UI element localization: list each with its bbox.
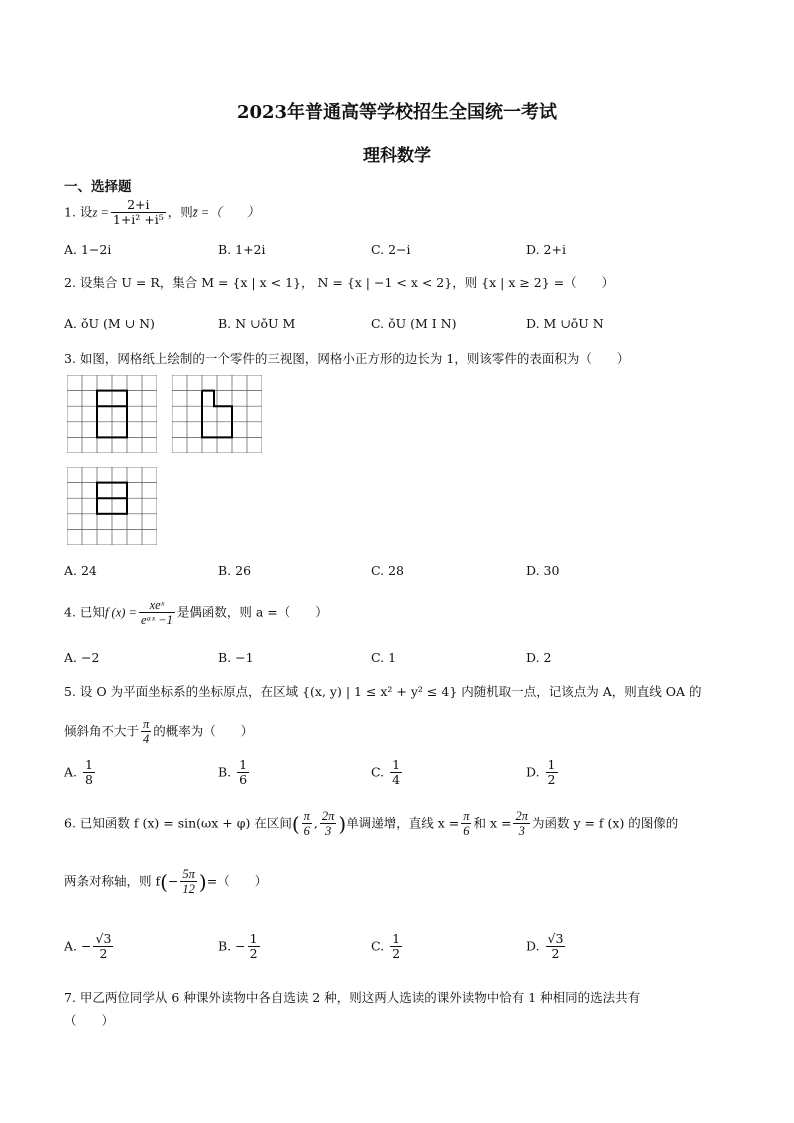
math-fx: f (x) =	[104, 605, 137, 620]
question-text: 已知	[79, 604, 105, 620]
fraction-denominator: 2	[551, 946, 560, 962]
question-text: 设集合 U = R，集合 M = {x | x < 1}， N = {x | −1 < x < 2}，则 {x | x ≥ 2} =（ ）	[79, 275, 615, 290]
paper-title: 2023年普通高等学校招生全国统一考试	[236, 102, 558, 123]
option-d: D. 2	[526, 650, 552, 665]
fraction-denominator: 3	[325, 824, 332, 839]
side-view-figure	[172, 375, 262, 453]
option-a: A. ǒU (M ∪ N)	[64, 316, 155, 331]
fraction-denominator: 1+i² +i⁵	[112, 212, 164, 228]
fraction	[513, 809, 530, 839]
question-number: 1.	[64, 204, 76, 220]
option-b	[218, 932, 262, 962]
fraction	[139, 598, 175, 628]
question-7-line-2: （ ）	[64, 1013, 115, 1028]
question-text: 单调递增，直线 x =	[346, 815, 460, 831]
question-5-line-2	[64, 717, 253, 747]
paren-close: )	[198, 869, 207, 894]
question-text: ，则	[167, 204, 193, 220]
question-text: 为函数 y = f (x) 的图像的	[531, 815, 679, 831]
question-6-line-2: 两条对称轴，则 f(− $\frac{5\pi}{12}$ )=（ ）	[64, 867, 268, 897]
fraction	[546, 932, 566, 962]
fraction-denominator: 4	[392, 772, 401, 788]
option-sign: −	[235, 938, 246, 954]
option-sign: −	[81, 938, 92, 954]
fraction	[180, 867, 197, 897]
question-text: 和 x =	[473, 815, 512, 831]
fraction-denominator: 2	[249, 946, 258, 962]
question-number: 2.	[64, 275, 76, 290]
fraction-numerator: π	[463, 809, 470, 823]
fraction-denominator: 3	[518, 824, 525, 839]
question-4	[64, 598, 328, 628]
question-5	[64, 682, 701, 700]
option-label: B.	[218, 938, 232, 954]
fraction	[248, 932, 260, 962]
fraction-denominator: 12	[182, 882, 195, 897]
fraction	[390, 932, 402, 962]
fraction-numerator: π	[303, 809, 310, 823]
fraction-numerator: 1	[392, 931, 401, 946]
option-c	[371, 932, 404, 962]
paren-open: (	[160, 869, 168, 894]
option-label: C.	[371, 764, 385, 780]
question-number: 7.	[64, 990, 76, 1005]
question-text: 甲乙两位同学从 6 种课外读物中各自选读 2 种，则这两人选读的课外读物中恰有 1 种相同的选法共有	[79, 990, 641, 1005]
option-b	[218, 758, 251, 788]
option-a: A. 1−2i	[64, 242, 112, 257]
option-d	[526, 932, 567, 962]
fraction	[546, 758, 558, 788]
fraction	[302, 809, 312, 839]
fraction	[83, 758, 95, 788]
question-text: 如图，网格纸上绘制的一个零件的三视图，网格小正方形的边长为 1，则该零件的表面积为（ ）	[79, 351, 630, 366]
paren-open: (	[291, 811, 300, 836]
fraction	[111, 198, 166, 228]
question-2	[64, 273, 614, 291]
question-text: 是偶函数，则 a =（ ）	[176, 604, 328, 620]
option-d: D. 30	[526, 563, 560, 578]
fraction-numerator: 1	[85, 757, 93, 772]
option-label: D.	[526, 764, 540, 780]
fraction-numerator: 1	[392, 757, 401, 772]
option-d: D. M ∪ǒU N	[526, 316, 604, 331]
option-b: B. −1	[218, 650, 254, 665]
option-b: B. 26	[218, 563, 252, 578]
option-c: C. 1	[371, 650, 397, 665]
math-zbar: z̄ =（ ）	[192, 205, 260, 220]
fraction-denominator: 2	[392, 946, 401, 962]
front-view-figure	[67, 375, 157, 453]
math-z: z =	[92, 205, 109, 220]
fraction	[237, 758, 249, 788]
option-a: A. −2	[64, 650, 100, 665]
fraction-numerator: 5π	[182, 867, 195, 881]
option-c: C. 2−i	[371, 242, 411, 257]
fraction	[93, 932, 113, 962]
question-number: 5.	[64, 684, 76, 699]
fraction-denominator: 4	[143, 732, 150, 747]
fraction-numerator: 1	[239, 757, 248, 772]
question-text: =（ ）	[206, 873, 268, 889]
fraction-denominator: eᵃˣ −1	[140, 613, 173, 628]
question-3	[64, 349, 629, 367]
option-a	[64, 932, 115, 962]
top-view-figure	[67, 467, 157, 545]
option-label: C.	[371, 938, 385, 954]
option-d: D. 2+i	[526, 242, 566, 257]
option-c: C. 28	[371, 563, 404, 578]
fraction-denominator: 6	[463, 824, 470, 839]
fraction-denominator: 6	[239, 772, 248, 788]
fraction-numerator: 2+i	[111, 198, 166, 213]
option-a: A. 24	[64, 563, 97, 578]
fraction-denominator: 2	[547, 772, 556, 788]
question-text: 倾斜角不大于	[64, 723, 140, 739]
paper-subtitle: 理科数学	[363, 146, 431, 166]
question-7	[64, 988, 640, 1006]
fraction-numerator: π	[143, 717, 150, 731]
option-b: B. N ∪ǒU M	[218, 316, 296, 331]
question-text: 设	[79, 204, 93, 220]
option-label: A.	[64, 938, 78, 954]
option-label: D.	[526, 938, 540, 954]
fraction-numerator: √3	[547, 931, 564, 946]
fraction-denominator: 6	[303, 824, 310, 839]
paren-close: )	[338, 811, 347, 836]
fraction-numerator: xeˣ	[139, 598, 175, 613]
fraction-numerator: 1	[547, 757, 556, 772]
fraction	[461, 809, 471, 839]
question-1	[64, 198, 259, 228]
option-b: B. 1+2i	[218, 242, 266, 257]
question-number: 4.	[64, 604, 76, 620]
fraction-numerator: 2π	[321, 809, 335, 823]
fraction-numerator: √3	[95, 931, 112, 946]
fraction	[320, 809, 337, 839]
question-number: 3.	[64, 351, 76, 366]
option-label: B.	[218, 764, 232, 780]
section-heading: 一、选择题	[64, 179, 132, 195]
fraction-numerator: 2π	[515, 809, 528, 823]
question-6: 6. 已知函数 f (x) = sin(ωx + φ) 在区间( $\frac{\pi}{6}$ , $\frac{2\pi}{3}$ )单调递增，直线 x = $\frac{\pi}{6}$ 和 x = $\frac{2\pi}{3}$ 为函数 y = f (x) 的图像的	[64, 809, 679, 839]
question-text: 设 O 为平面坐标系的坐标原点，在区域 {(x, y) | 1 ≤ x² + y² ≤ 4} 内随机取一点，记该点为 A，则直线 OA 的	[79, 684, 702, 699]
fraction-denominator: 2	[99, 946, 108, 962]
question-number: 6.	[64, 815, 76, 831]
option-d	[526, 758, 560, 788]
option-a	[64, 758, 97, 788]
option-c	[371, 758, 404, 788]
fraction-numerator: 1	[249, 931, 258, 946]
option-c: C. ǒU (M Ι N)	[371, 316, 457, 331]
question-text: 已知函数 f (x) = sin(ωx + φ) 在区间	[79, 815, 292, 831]
question-text: 的概率为（ ）	[153, 723, 254, 739]
fraction-denominator: 8	[85, 772, 93, 788]
fraction	[141, 717, 151, 747]
question-text: 两条对称轴，则 f	[64, 873, 161, 889]
option-label: A.	[64, 764, 78, 780]
fraction	[390, 758, 402, 788]
